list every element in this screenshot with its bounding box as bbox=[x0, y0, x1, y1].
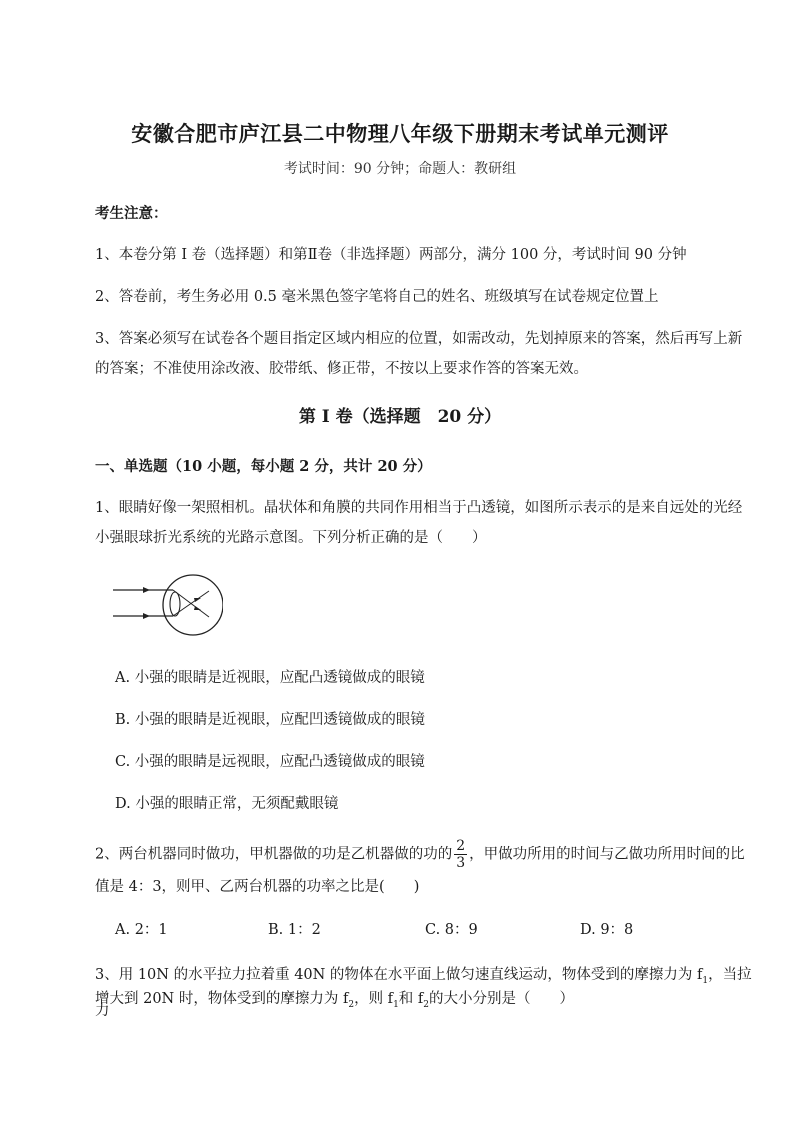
q3-line2-text-c: 和 f bbox=[398, 991, 424, 1007]
q3-line2-text-a: 增大到 20N 时，物体受到的摩擦力为 f bbox=[95, 991, 349, 1007]
q3-subscript: 1 bbox=[702, 975, 709, 986]
notice-heading: 考生注意： bbox=[95, 205, 168, 222]
q1-option-b[interactable]: B. 小强的眼睛是近视眼，应配凹透镜做成的眼镜 bbox=[115, 712, 425, 728]
q3-line2-text-b: ，则 f bbox=[354, 991, 394, 1007]
q2-option-a[interactable]: A. 2：1 bbox=[115, 922, 168, 938]
notice-item-2: 2、答卷前，考生务必用 0.5 毫米黑色签字笔将自己的姓名、班级填写在试卷规定位置上 bbox=[95, 289, 659, 305]
q3-subscript: 2 bbox=[348, 999, 355, 1010]
q3-line1-text: 3、用 10N 的水平拉力拉着重 40N 的物体在水平面上做匀速直线运动，物体受到的摩擦力为 f bbox=[95, 967, 703, 983]
fraction-denominator: 3 bbox=[456, 855, 466, 871]
fraction-two-thirds bbox=[454, 838, 467, 871]
page-title: 安徽合肥市庐江县二中物理八年级下册期末考试单元测评 bbox=[131, 121, 669, 146]
q1-option-d[interactable]: D. 小强的眼睛正常，无须配戴眼镜 bbox=[115, 796, 339, 812]
fraction-numerator: 2 bbox=[456, 838, 466, 854]
q1-option-c[interactable]: C. 小强的眼睛是远视眼，应配凸透镜做成的眼镜 bbox=[115, 754, 425, 770]
notice-item-1: 1、本卷分第 I 卷（选择题）和第Ⅱ卷（非选择题）两部分，满分 100 分，考试时间 90 分钟 bbox=[95, 247, 687, 263]
q3-line2-text-d: 的大小分别是（ ） bbox=[429, 991, 575, 1007]
exam-subtitle: 考试时间：90 分钟；命题人：教研组 bbox=[283, 161, 517, 177]
q3-subscript: 2 bbox=[423, 999, 430, 1010]
q2-option-c[interactable]: C. 8：9 bbox=[425, 922, 478, 938]
q2-stem-part-a: 2、两台机器同时做功，甲机器做的功是乙机器做的功的 bbox=[95, 846, 453, 863]
part-heading: 一、单选题（10 小题，每小题 2 分，共计 20 分） bbox=[95, 458, 432, 475]
question-2-stem-line1 bbox=[95, 838, 755, 871]
q2-stem-part-b: ，甲做功所用的时间与乙做功所用时间的比 bbox=[469, 846, 745, 863]
q2-option-d[interactable]: D. 9：8 bbox=[580, 922, 634, 938]
question-3-stem-line2 bbox=[95, 984, 755, 1020]
question-1-stem: 1、眼睛好像一架照相机。晶状体和角膜的共同作用相当于凸透镜，如图所示表示的是来自远处的光经小强眼球折光系统的光路示意图。下列分析正确的是（ ） bbox=[95, 500, 743, 546]
eye-diagram bbox=[113, 568, 223, 644]
q1-option-a[interactable]: A. 小强的眼睛是近视眼，应配凸透镜做成的眼镜 bbox=[115, 670, 425, 686]
q3-subscript: 1 bbox=[393, 999, 399, 1010]
notice-item-3: 3、答案必须写在试卷各个题目指定区域内相应的位置，如需改动，先划掉原来的答案，然后再写上新的答案；不准使用涂改液、胶带纸、修正带，不按以上要求作答的答案无效。 bbox=[95, 331, 743, 377]
q3-line1-text-end: ，当拉力 bbox=[95, 967, 752, 1019]
section-title: 第 I 卷（选择题 20 分） bbox=[298, 407, 502, 427]
question-2-stem-line2: 值是 4：3，则甲、乙两台机器的功率之比是( ) bbox=[95, 879, 420, 895]
q2-option-b[interactable]: B. 1：2 bbox=[268, 922, 321, 938]
